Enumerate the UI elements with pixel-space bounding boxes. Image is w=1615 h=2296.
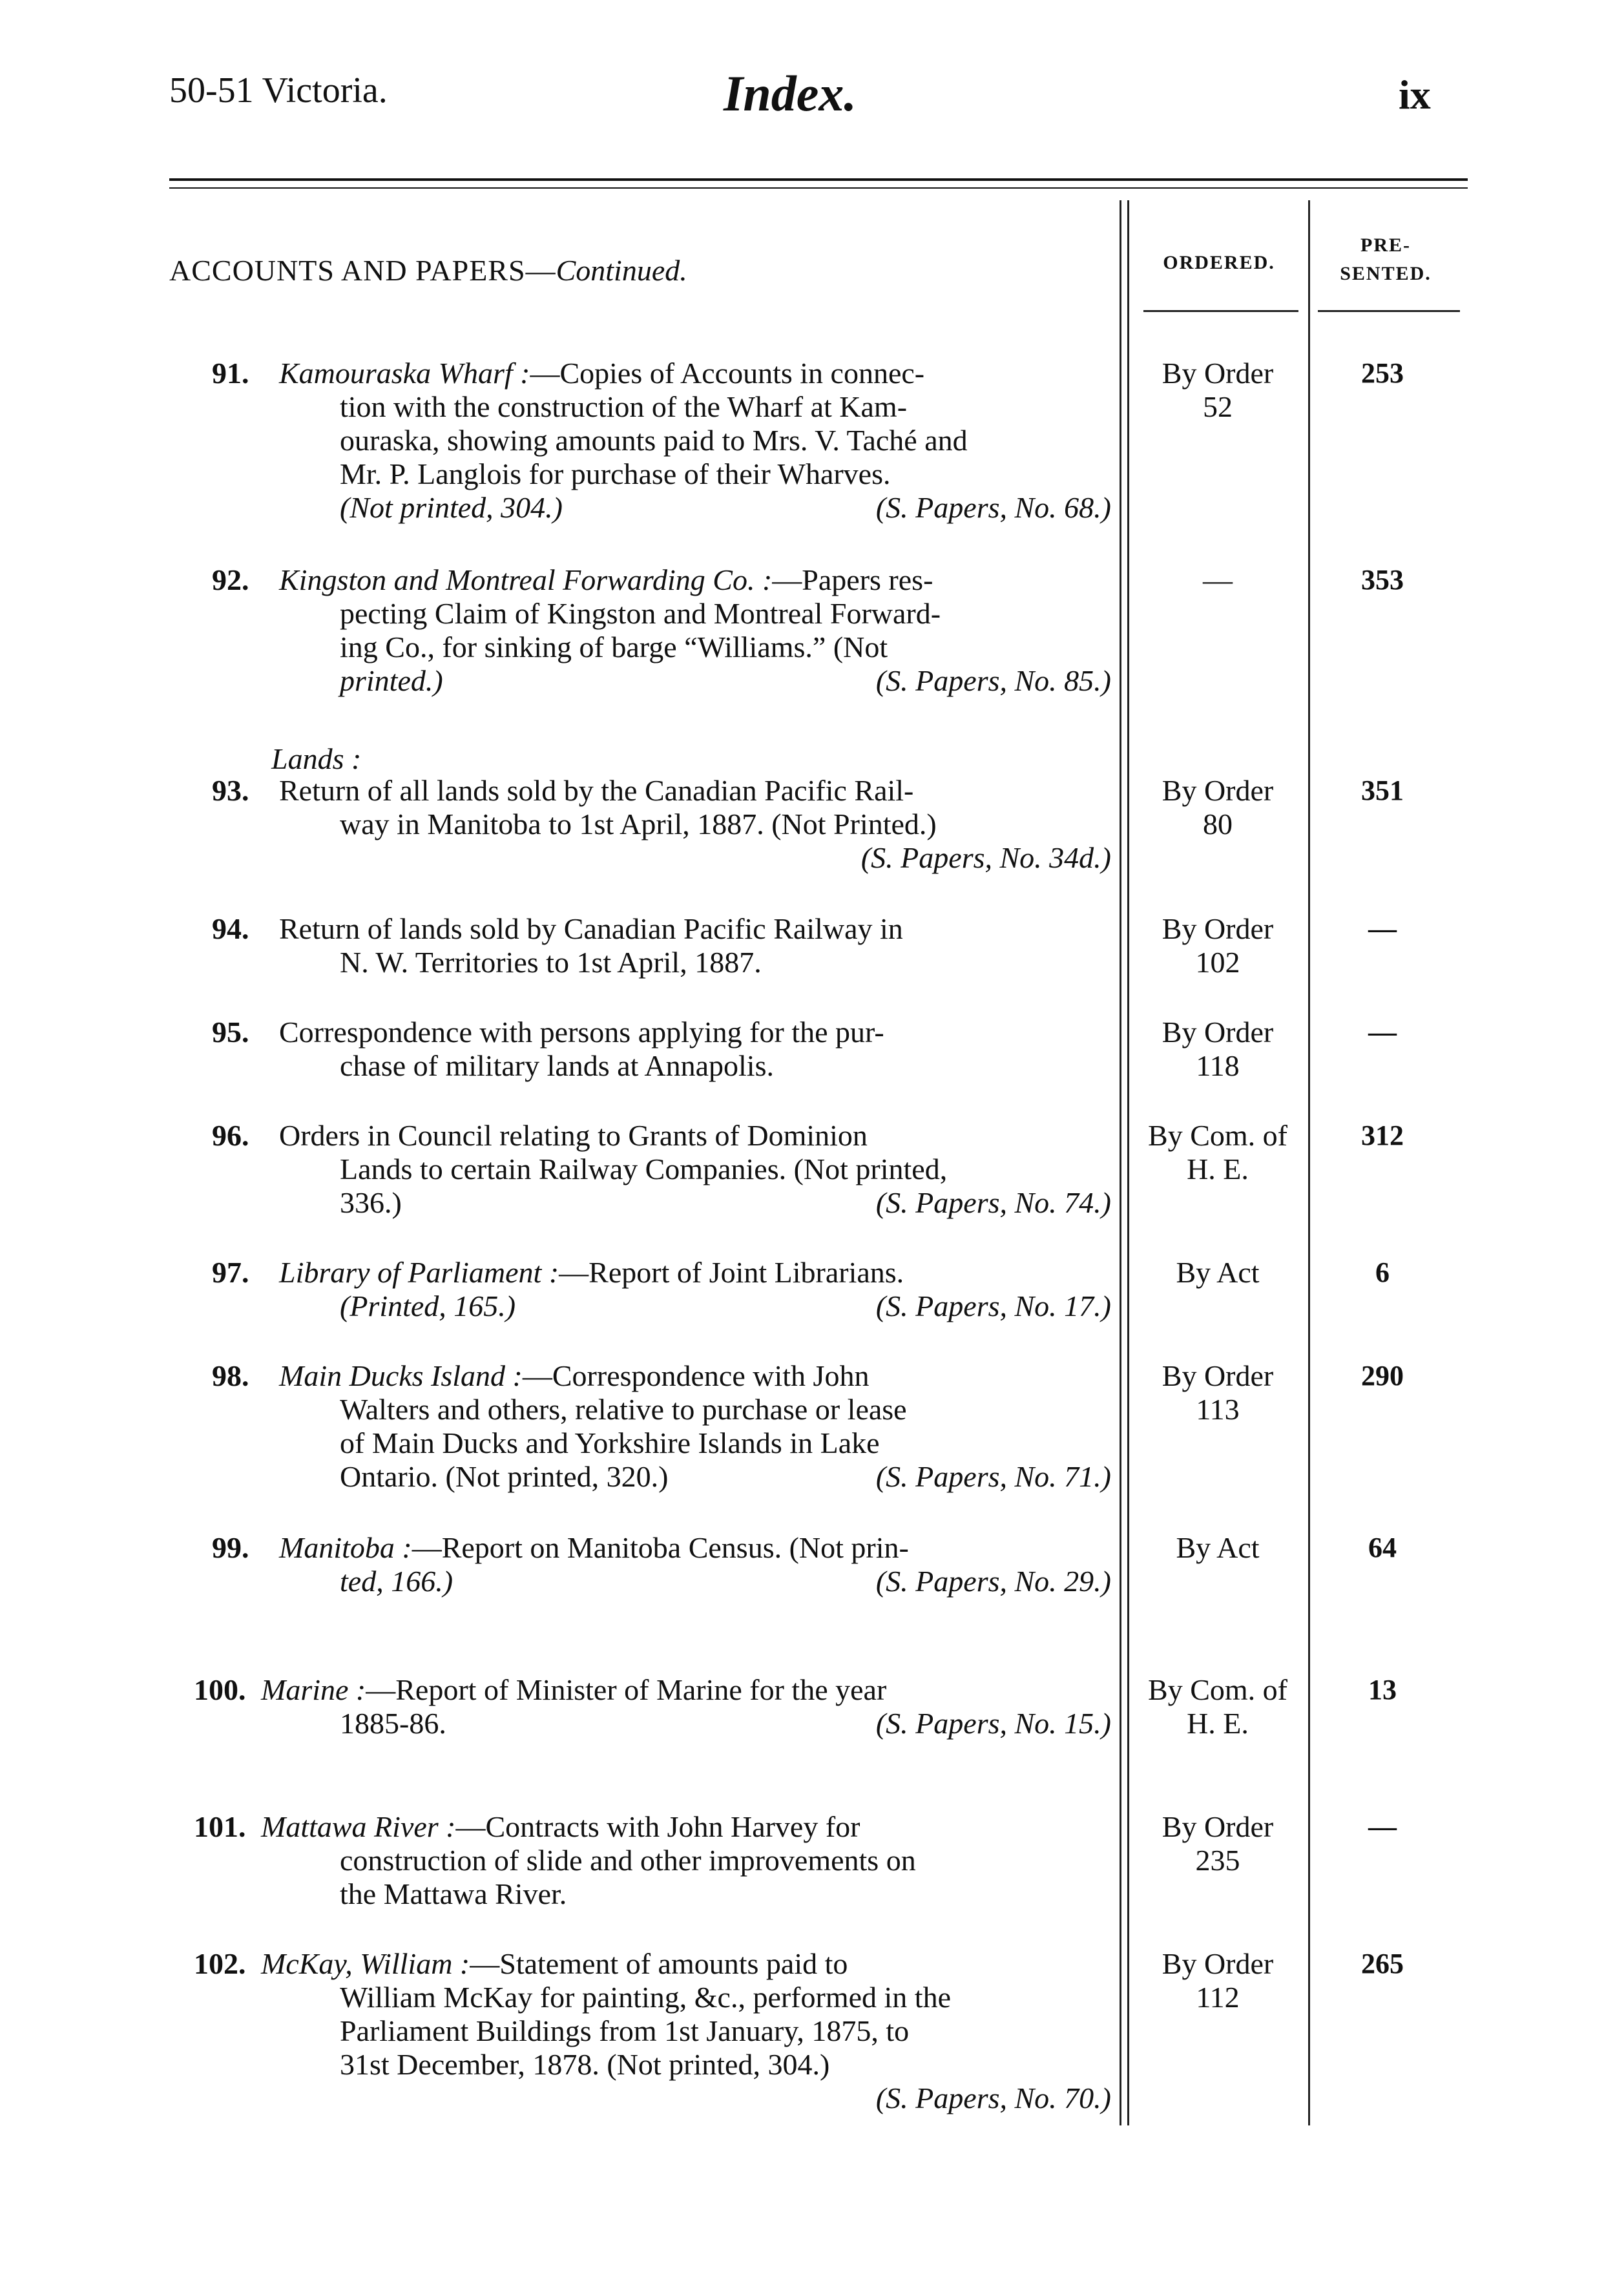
entry-text: By Order <box>1162 357 1274 390</box>
entry-text: William McKay for painting, &c., performed in the <box>340 1981 951 2014</box>
entry-line <box>194 912 1111 946</box>
index-entry <box>194 1531 1111 1598</box>
entry-line <box>194 1810 860 1844</box>
entry-text: 91. <box>212 357 249 390</box>
entry-text: —Report of Joint Librarians. <box>559 1256 904 1289</box>
entry-text: Return of all lands sold by the Canadian Pacific Rail- <box>279 774 914 807</box>
entry-text: Library of Parliament : <box>279 1256 559 1289</box>
index-entry <box>194 1359 1111 1494</box>
index-entry <box>194 1673 1111 1740</box>
entry-text: Walters and others, relative to purchase or lease <box>340 1393 907 1426</box>
entry-text: (S. Papers, No. 15.) <box>875 1707 1111 1740</box>
index-entry <box>194 357 1111 525</box>
entry-line <box>212 912 903 946</box>
entry-text: — <box>1203 563 1233 596</box>
column-divider <box>1120 200 1121 2125</box>
entry-text: 113 <box>1196 1393 1240 1426</box>
entry-text: (S. Papers, No. 71.) <box>875 1460 1111 1493</box>
entry-line <box>194 841 1111 875</box>
entry-line <box>212 1531 909 1565</box>
entry-line <box>194 2082 1111 2115</box>
entry-text: (Not printed, 304.) <box>340 491 563 524</box>
presented-cell: — <box>1368 913 1397 944</box>
entry-text: 118 <box>1196 1049 1240 1082</box>
entry-text: 93. <box>212 774 249 807</box>
entry-line <box>194 491 1111 525</box>
entry-line <box>194 664 1111 698</box>
entry-text: Marine : <box>261 1673 366 1706</box>
entry-text: By Com. of <box>1148 1673 1287 1706</box>
header-underline <box>1318 310 1460 312</box>
entry-text: Parliament Buildings from 1st January, 1875, to <box>340 2014 910 2047</box>
index-entry <box>194 1119 1111 1220</box>
column-divider <box>1308 200 1310 2125</box>
entry-text: By Order <box>1162 774 1274 807</box>
entry-text: 31st December, 1878. (Not printed, 304.) <box>340 2048 830 2081</box>
header-rule <box>169 178 1468 181</box>
entry-text: —Papers res- <box>772 563 933 596</box>
entry-text: —Statement of amounts paid to <box>470 1947 848 1980</box>
entry-text: the Mattawa River. <box>340 1877 567 1910</box>
subheading-lands: Lands : <box>271 742 362 775</box>
entry-line <box>194 1565 1111 1598</box>
entry-text: By Order <box>1162 1947 1274 1980</box>
entry-text: Manitoba : <box>279 1531 412 1564</box>
entry-text: ACCOUNTS AND PAPERS— <box>169 254 556 287</box>
session-label: 50-51 Victoria. <box>169 70 388 110</box>
page-title: Index. <box>724 65 857 121</box>
ordered-cell <box>1130 1673 1305 1740</box>
ordered-cell <box>1130 774 1305 841</box>
presented-cell: 351 <box>1361 775 1404 806</box>
entry-line <box>194 1289 1111 1323</box>
entry-line <box>194 1460 1111 1494</box>
entry-line <box>194 774 1111 808</box>
column-divider <box>1127 200 1129 2125</box>
ordered-cell <box>1130 1359 1305 1426</box>
entry-text: —Contracts with John Harvey for <box>455 1810 860 1843</box>
index-entry <box>194 1947 1111 2115</box>
ordered-cell <box>1130 357 1305 424</box>
entry-text: 112 <box>1196 1981 1240 2014</box>
entry-text: (S. Papers, No. 74.) <box>875 1186 1111 1219</box>
entry-text: pecting Claim of Kingston and Montreal Forward- <box>340 597 941 630</box>
presented-cell: — <box>1368 1811 1397 1842</box>
entry-text: Kamouraska Wharf : <box>279 357 530 390</box>
entry-line <box>194 1810 1111 1844</box>
entry-line <box>194 1256 1111 1289</box>
entry-text: Return of lands sold by Canadian Pacific Railway in <box>279 912 903 945</box>
entry-line <box>212 563 933 597</box>
presented-cell: 64 <box>1368 1532 1397 1563</box>
presented-cell: 253 <box>1361 357 1404 389</box>
entry-text: (S. Papers, No. 68.) <box>875 491 1111 524</box>
entry-text: By Act <box>1176 1531 1260 1564</box>
entry-text: Ontario. (Not printed, 320.) <box>340 1460 669 1493</box>
entry-text: tion with the construction of the Wharf at Kam- <box>340 390 908 423</box>
entry-text: ing Co., for sinking of barge “Williams.” (Not <box>340 631 888 663</box>
entry-text: Mr. P. Langlois for purchase of their Wharves. <box>340 457 891 490</box>
presented-cell: 6 <box>1375 1257 1390 1288</box>
entry-line <box>212 1256 904 1289</box>
entry-text: By Order <box>1162 1359 1274 1392</box>
presented-cell: 13 <box>1368 1674 1397 1706</box>
entry-text: 95. <box>212 1016 249 1049</box>
entry-text: construction of slide and other improvements on <box>340 1844 916 1877</box>
entry-line <box>212 1119 868 1153</box>
entry-text: Continued. <box>556 254 687 287</box>
entry-text: By Order <box>1162 912 1274 945</box>
entry-text: 97. <box>212 1256 249 1289</box>
entry-text: 98. <box>212 1359 249 1392</box>
index-entry <box>194 1810 1111 1911</box>
entry-line <box>194 1119 1111 1153</box>
page-number: ix <box>1399 72 1431 118</box>
presented-cell: 290 <box>1361 1360 1404 1392</box>
ordered-cell <box>1130 1810 1305 1877</box>
entry-text: 102. <box>194 1947 246 1980</box>
entry-line <box>194 1673 886 1707</box>
entry-text: —Correspondence with John <box>522 1359 870 1392</box>
entry-text: 92. <box>212 563 249 596</box>
presented-cell: 353 <box>1361 564 1404 596</box>
entry-text: 100. <box>194 1673 246 1706</box>
column-header-ordered: ORDERED. <box>1163 252 1275 273</box>
entry-text: By Act <box>1176 1256 1260 1289</box>
entry-text: (S. Papers, No. 70.) <box>875 2082 1111 2114</box>
entry-text: H. E. <box>1187 1707 1249 1740</box>
ordered-cell <box>1130 1947 1305 2014</box>
entry-line <box>194 1707 1111 1740</box>
entry-text: H. E. <box>1187 1153 1249 1185</box>
index-entry <box>194 563 1111 698</box>
ordered-cell <box>1130 912 1305 979</box>
entry-line <box>194 1016 1111 1049</box>
entry-text: —Copies of Accounts in connec- <box>530 357 925 390</box>
index-entry <box>194 774 1111 875</box>
entry-text: 96. <box>212 1119 249 1152</box>
entry-text: N. W. Territories to 1st April, 1887. <box>340 946 762 979</box>
entry-text: 80 <box>1203 808 1233 840</box>
entry-text: chase of military lands at Annapolis. <box>340 1049 774 1082</box>
entry-text: 94. <box>212 912 249 945</box>
entry-text: PRE- <box>1360 235 1411 256</box>
presented-cell: — <box>1368 1016 1397 1048</box>
entry-text: (Printed, 165.) <box>340 1289 516 1322</box>
ordered-cell <box>1130 1016 1305 1083</box>
entry-text: 101. <box>194 1810 246 1843</box>
entry-line <box>212 357 924 390</box>
ordered-cell <box>1130 1531 1305 1565</box>
entry-text: ouraska, showing amounts paid to Mrs. V. Taché and <box>340 424 968 457</box>
entry-text: of Main Ducks and Yorkshire Islands in Lake <box>340 1426 880 1459</box>
ordered-cell <box>1130 563 1305 597</box>
entry-text: By Order <box>1162 1016 1274 1049</box>
entry-text: (S. Papers, No. 85.) <box>875 664 1111 697</box>
entry-line <box>212 1016 884 1049</box>
entry-text: ted, 166.) <box>340 1565 453 1598</box>
entry-text: Correspondence with persons applying for the pur- <box>279 1016 884 1049</box>
entry-line <box>194 1186 1111 1220</box>
header-underline <box>1143 310 1298 312</box>
entry-text: Main Ducks Island : <box>279 1359 523 1392</box>
header-rule-thin <box>169 187 1468 189</box>
entry-line <box>194 357 1111 390</box>
entry-text: Lands to certain Railway Companies. (Not printed, <box>340 1153 948 1185</box>
entry-text: 336.) <box>340 1186 402 1219</box>
entry-text: printed.) <box>340 664 443 697</box>
entry-text: Mattawa River : <box>261 1810 456 1843</box>
index-entry <box>194 1256 1111 1323</box>
entry-text: (S. Papers, No. 34d.) <box>860 841 1111 874</box>
ordered-cell <box>1130 1119 1305 1186</box>
ordered-cell <box>1130 1256 1305 1289</box>
entry-text: (S. Papers, No. 29.) <box>875 1565 1111 1598</box>
entry-text: Kingston and Montreal Forwarding Co. : <box>279 563 773 596</box>
entry-line <box>194 1947 848 1981</box>
section-title <box>169 253 687 287</box>
entry-line <box>194 1359 1111 1393</box>
entry-text: 52 <box>1203 390 1233 423</box>
entry-line <box>194 1673 1111 1707</box>
entry-text: 102 <box>1195 946 1240 979</box>
entry-text: 1885-86. <box>340 1707 446 1740</box>
entry-text: McKay, William : <box>261 1947 470 1980</box>
index-entry <box>194 1016 1111 1083</box>
entry-line <box>194 563 1111 597</box>
entry-text: By Order <box>1162 1810 1274 1843</box>
presented-cell: 312 <box>1361 1120 1404 1151</box>
entry-text: way in Manitoba to 1st April, 1887. (Not Printed.) <box>340 808 937 840</box>
entry-line <box>212 774 913 808</box>
entry-line <box>194 1531 1111 1565</box>
entry-text: —Report of Minister of Marine for the year <box>366 1673 887 1706</box>
presented-cell: 265 <box>1361 1948 1404 1979</box>
entry-line <box>212 1359 869 1393</box>
entry-line <box>194 1947 1111 1981</box>
entry-text: —Report on Manitoba Census. (Not prin- <box>412 1531 909 1564</box>
entry-text: SENTED. <box>1340 263 1432 284</box>
entry-text: 99. <box>212 1531 249 1564</box>
entry-text: 235 <box>1195 1844 1240 1877</box>
entry-text: Orders in Council relating to Grants of Dominion <box>279 1119 868 1152</box>
entry-text: By Com. of <box>1148 1119 1287 1152</box>
entry-text: (S. Papers, No. 17.) <box>875 1289 1111 1322</box>
column-header-presented <box>1321 231 1450 288</box>
index-entry <box>194 912 1111 979</box>
